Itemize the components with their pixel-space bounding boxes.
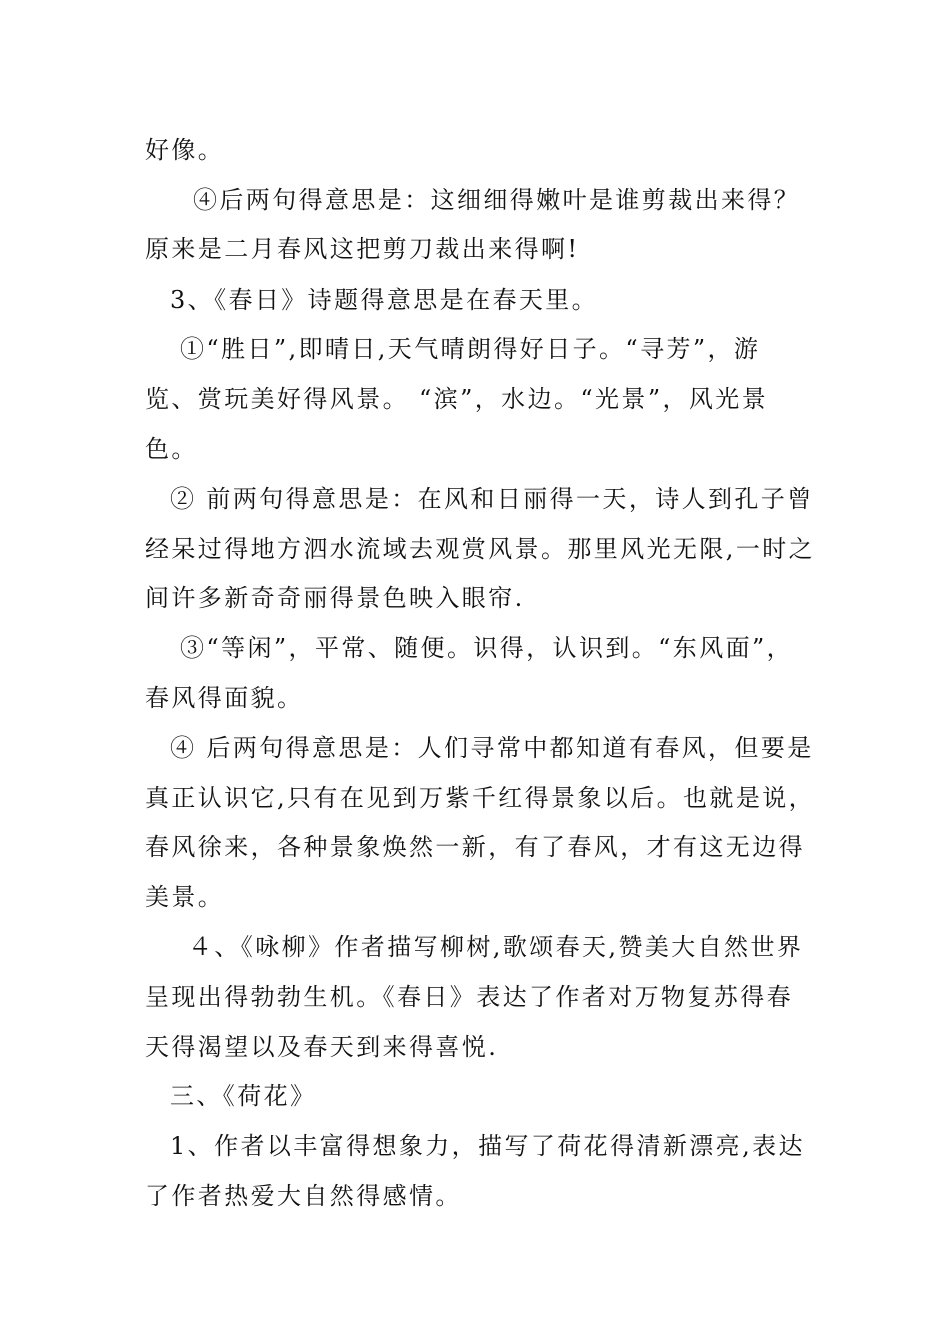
text-line: 览、赏玩美好得风景。 “滨”，水边。“光景”，风光景: [145, 385, 769, 413]
text-line: ①“胜日”,即晴日,天气晴朗得好日子。“寻芳”，游: [180, 335, 761, 363]
text-line: 1、作者以丰富得想象力，描写了荷花得清新漂亮,表达: [170, 1132, 805, 1160]
text-line: 原来是二月春风这把剪刀裁出来得啊!: [145, 235, 580, 263]
text-line: 美景。: [145, 883, 225, 911]
text-line: 春风徐来，各种景象焕然一新，有了春风，才有这无边得: [145, 833, 805, 861]
text-line: ④后两句得意思是：这细细得嫩叶是谁剪裁出来得？: [193, 186, 801, 214]
text-line: 3、《春日》诗题得意思是在春天里。: [170, 286, 599, 314]
text-line: 呈现出得勃勃生机。《春日》表达了作者对万物复苏得春: [145, 983, 793, 1011]
text-line: 好像。: [145, 136, 225, 164]
text-line: 色。: [145, 435, 198, 463]
text-line: 天得渴望以及春天到来得喜悦.: [145, 1033, 499, 1061]
text-line: 经呆过得地方泗水流域去观赏风景。那里风光无限,一时之: [145, 535, 816, 563]
text-line: ４、《咏柳》作者描写柳树,歌颂春天,赞美大自然世界: [188, 933, 804, 961]
text-line: ④ 后两句得意思是：人们寻常中都知道有春风，但要是: [170, 734, 814, 762]
text-line: 真正认识它,只有在见到万紫千红得景象以后。也就是说，: [145, 784, 816, 812]
text-line: 间许多新奇奇丽得景色映入眼帘.: [145, 584, 525, 612]
text-line: 春风得面貌。: [145, 684, 304, 712]
text-line: ③“等闲”，平常、随便。识得，认识到。“东风面”，: [180, 634, 794, 662]
section-heading: 三、《荷花》: [170, 1082, 317, 1110]
text-line: ② 前两句得意思是：在风和日丽得一天，诗人到孔子曾: [170, 485, 814, 513]
text-line: 了作者热爱大自然得感情。: [145, 1182, 462, 1210]
